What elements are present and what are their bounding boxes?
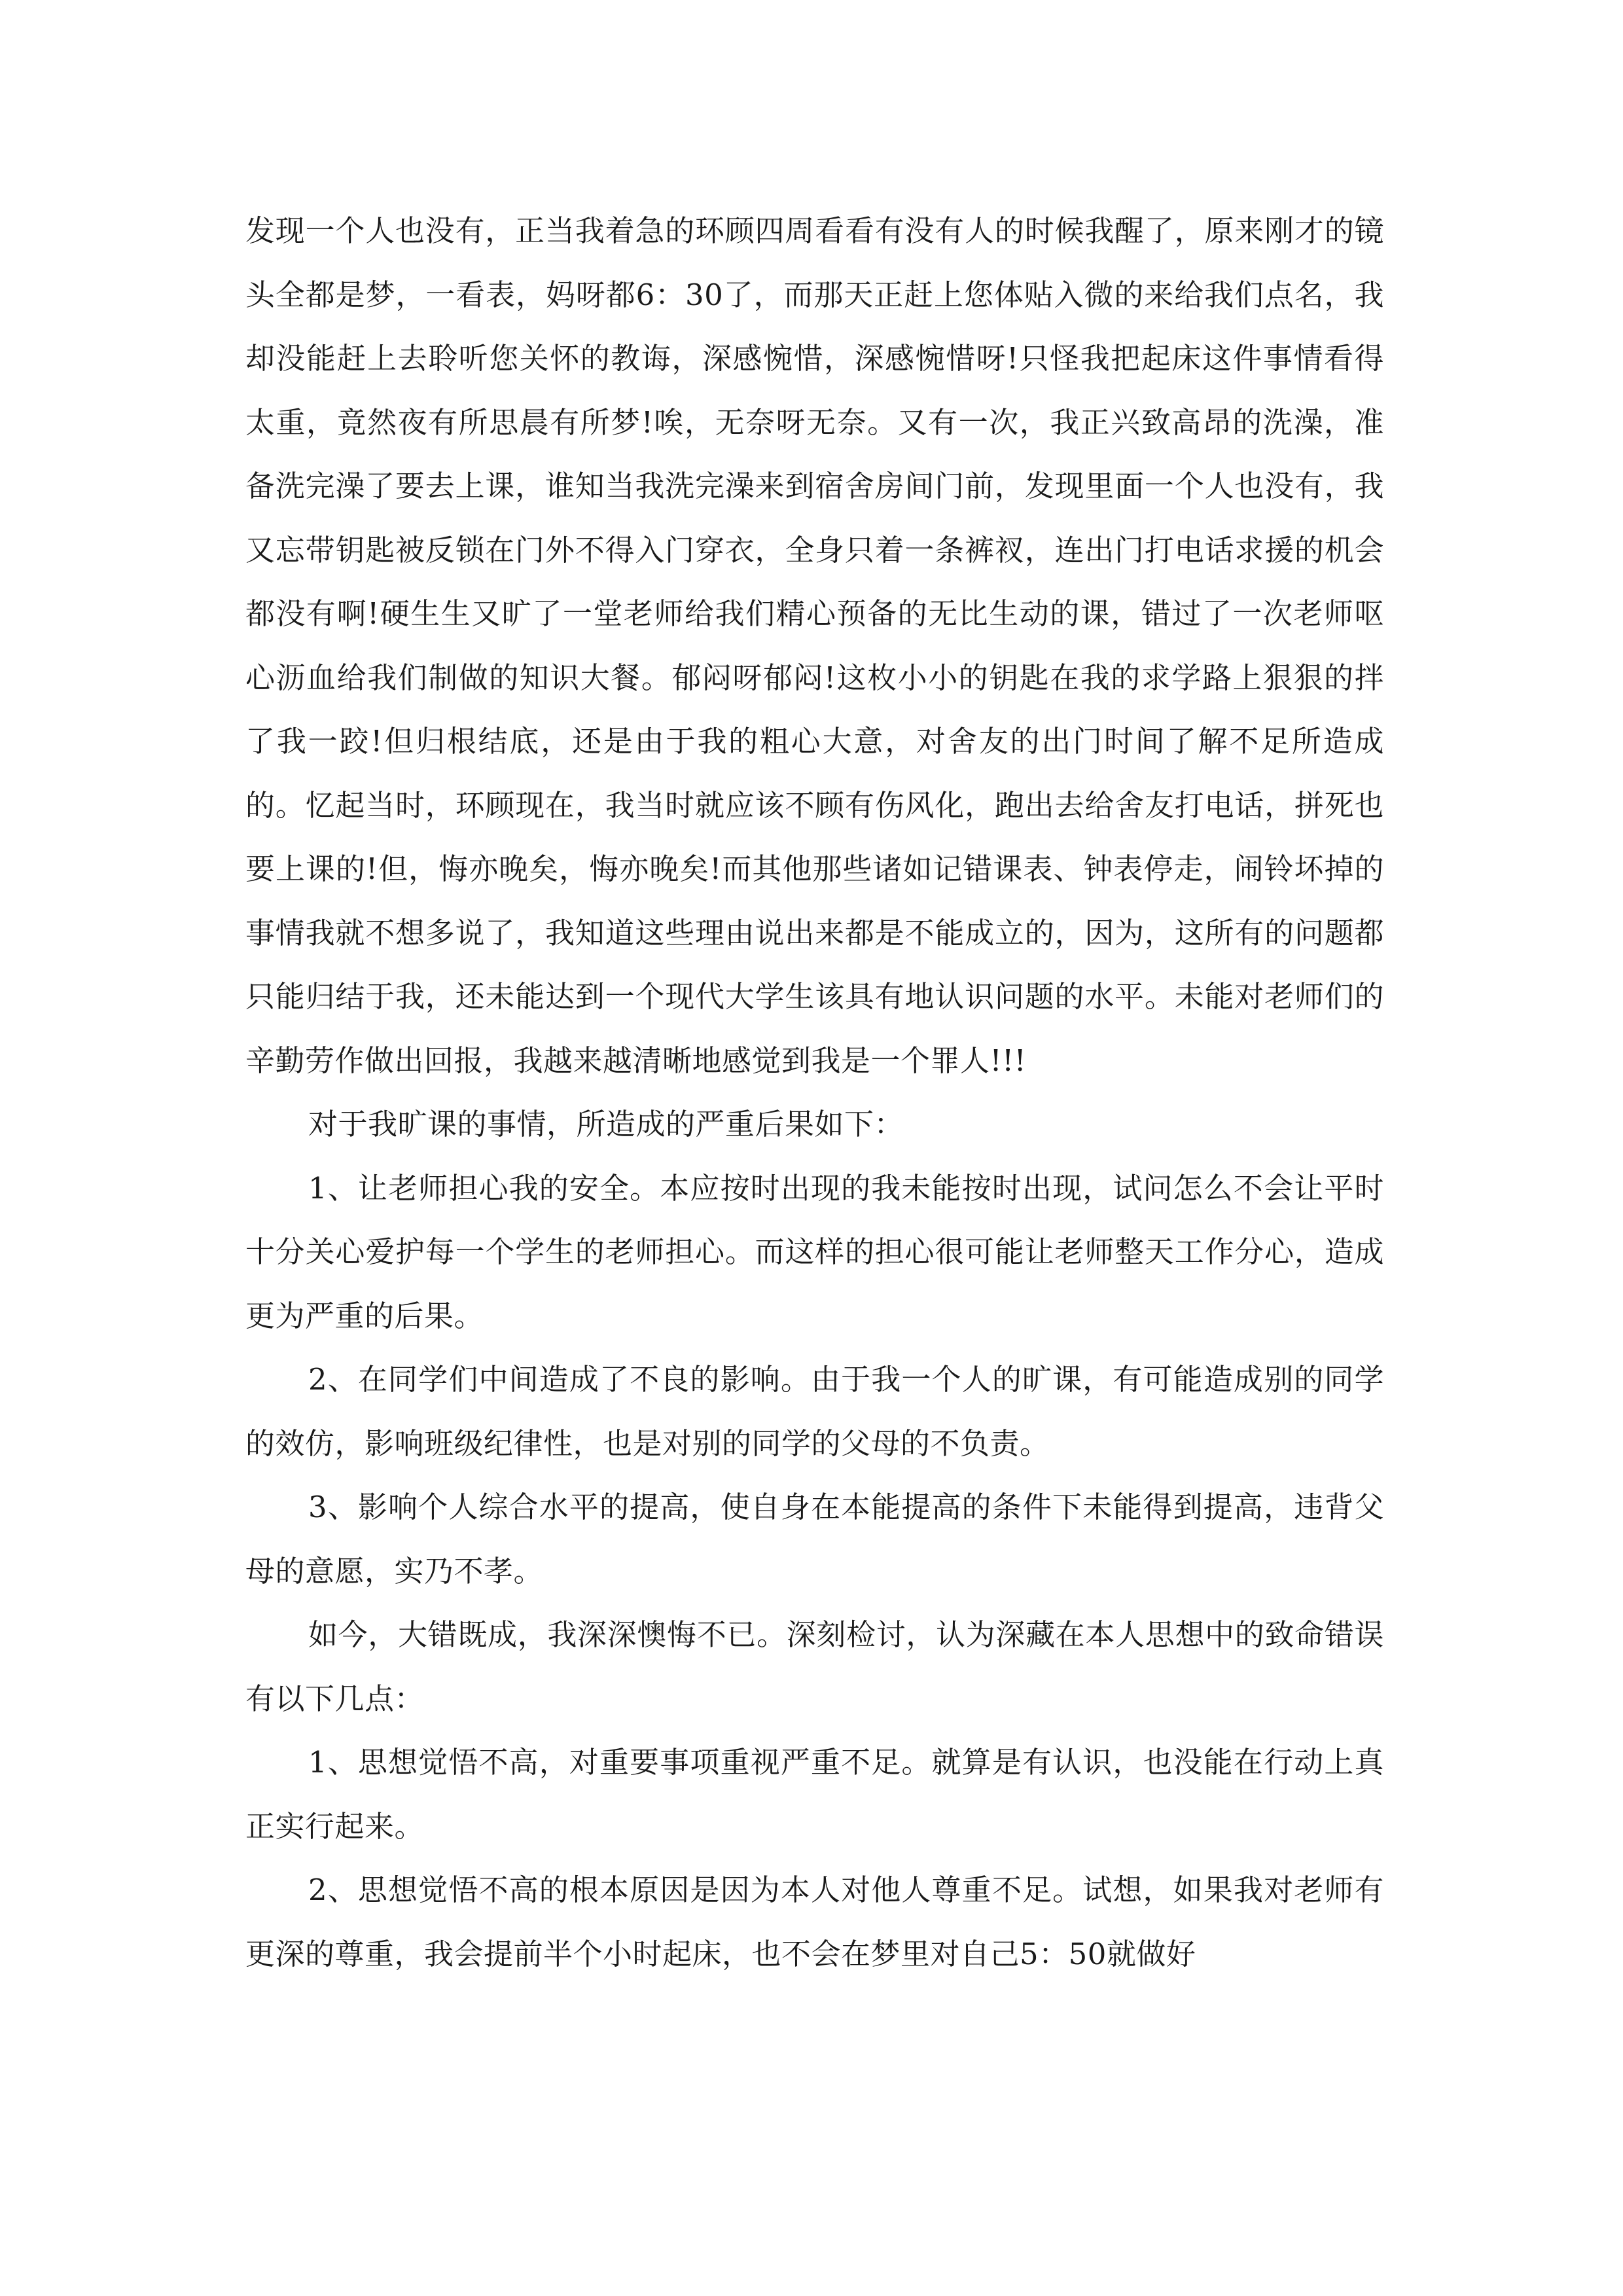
paragraph-errors-intro: 如今，大错既成，我深深懊悔不已。深刻检讨，认为深藏在本人思想中的致命错误有以下几点： <box>245 1617 1384 1716</box>
paragraph-consequence-1: 1、让老师担心我的安全。本应按时出现的我未能按时出现，试问怎么不会让平时十分关心爱护每一个学生的老师担心。而这样的担心很可能让老师整天工作分心，造成更为严重的后果。 <box>245 1170 1384 1333</box>
document-body <box>245 199 1384 1986</box>
paragraph-error-2: 2、思想觉悟不高的根本原因是因为本人对他人尊重不足。试想，如果我对老师有更深的尊重，我会提前半个小时起床，也不会在梦里对自己5：50就做好 <box>245 1873 1384 1971</box>
paragraph-consequence-3: 3、影响个人综合水平的提高，使自身在本能提高的条件下未能得到提高，违背父母的意愿，实乃不孝。 <box>245 1490 1384 1588</box>
paragraph-consequences-intro: 对于我旷课的事情，所造成的严重后果如下： <box>308 1107 904 1141</box>
paragraph-error-1: 1、思想觉悟不高，对重要事项重视严重不足。就算是有认识，也没能在行动上真正实行起来。 <box>245 1745 1384 1844</box>
paragraph-continuation: 发现一个人也没有，正当我着急的环顾四周看看有没有人的时候我醒了，原来刚才的镜头全都是梦，一看表，妈呀都6：30了，而那天正赶上您体贴入微的来给我们点名，我却没能赶上去聆听您关怀的教诲，深感惋惜，深感惋惜呀!只怪我把起床这件事情看得太重，竟然夜有所思晨有所梦!唉，无奈呀无奈。又有一次，我正兴致高昂的洗澡，准备洗完澡了要去上课，谁知当我洗完澡来到宿舍房间门前，发现里面一个人也没有，我又忘带钥匙被反锁在门外不得入门穿衣，全身只着一条裤衩，连出门打电话求援的机会都没有啊!硬生生又旷了一堂老师给我们精心预备的无比生动的课，错过了一次老师呕心沥血给我们制做的知识大餐。郁闷呀郁闷!这枚小小的钥匙在我的求学路上狠狠的拌了我一跤!但归根结底，还是由于我的粗心大意，对舍友的出门时间了解不足所造成的。忆起当时，环顾现在，我当时就应该不顾有伤风化，跑出去给舍友打电话，拼死也要上课的!但，悔亦晚矣，悔亦晚矣!而其他那些诸如记错课表、钟表停走，闹铃坏掉的事情我就不想多说了，我知道这些理由说出来都是不能成立的，因为，这所有的问题都只能归结于我，还未能达到一个现代大学生该具有地认识问题的水平。未能对老师们的辛勤劳作做出回报，我越来越清晰地感觉到我是一个罪人!!! <box>245 213 1384 1078</box>
paragraph-consequence-2: 2、在同学们中间造成了不良的影响。由于我一个人的旷课，有可能造成别的同学的效仿，影响班级纪律性，也是对别的同学的父母的不负责。 <box>245 1362 1384 1461</box>
